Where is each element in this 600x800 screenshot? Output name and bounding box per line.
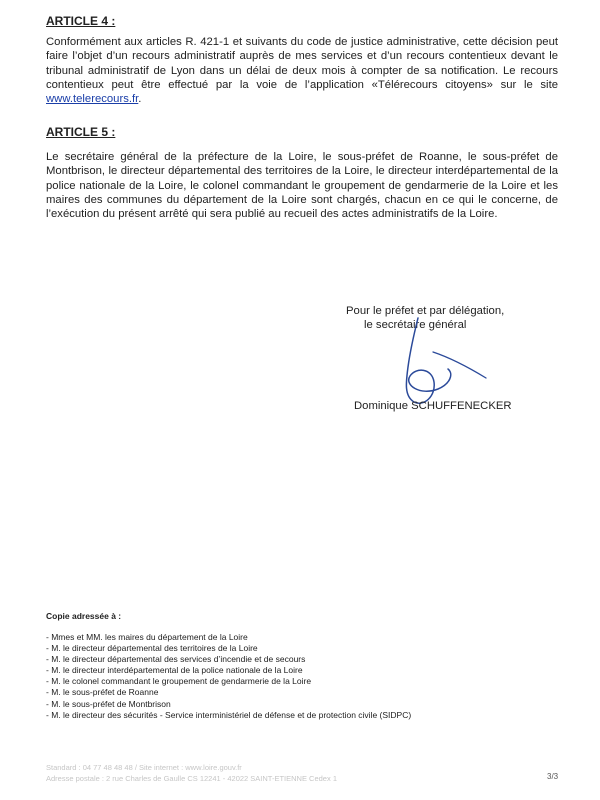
article-4-heading: ARTICLE 4 :	[46, 14, 116, 28]
page-number: 3/3	[547, 772, 559, 781]
copy-recipient: - M. le sous-préfet de Montbrison	[46, 698, 171, 709]
copy-recipient: - M. le colonel commandant le groupement de gendarmerie de la Loire	[46, 676, 312, 687]
article-5-text: Le secrétaire général de la préfecture de la Loire, le sous-préfet de Roanne, le sous-préfet de Montbrison, le directeur départemental des territoires de la Loire, le directeur interdépartemental de la police nationale de la Loire, le colonel commandant le groupement de gendarmerie de la Loire et les maires des communes du département de la Loire sont chargés, chacun en ce qui le concerne, de l’exécution du présent arrêté qui sera publié au recueil des actes administratifs de la Loire.	[46, 151, 558, 221]
copy-recipient: - Mmes et MM. les maires du département de la Loire	[46, 632, 248, 642]
handwritten-signature	[378, 312, 498, 412]
copies-title: Copie adressée à :	[46, 611, 122, 621]
signature-delegation-line: Pour le préfet et par délégation,	[346, 305, 505, 317]
article-5-heading: ARTICLE 5 :	[46, 125, 116, 139]
article-4-body: Conformément aux articles R. 421-1 et suivants du code de justice administrative, cette décision peut faire l’objet d’un recours administratif auprès de mes services et d’un recours contentieux devant le tribunal administratif de Lyon dans un délai de deux mois à compter de sa notification. Le recours contentieux peut être effectué par la voie de l’application «Télérecours citoyens» sur le site	[46, 36, 558, 91]
signature-title-line: le secrétaire général	[364, 319, 467, 331]
footer-address-line: Adresse postale : 2 rue Charles de Gaulle CS 12241 - 42022 SAINT-ETIENNE Cedex 1	[46, 774, 337, 783]
copy-recipient: - M. le sous-préfet de Roanne	[46, 687, 159, 698]
article-4-end: .	[138, 93, 142, 106]
copy-recipient: - M. le directeur départemental des territoires de la Loire	[46, 643, 258, 654]
copies-list	[46, 632, 566, 721]
article-4-text	[46, 35, 558, 106]
copy-recipient: - M. le directeur des sécurités - Service interministériel de défense et de protection civile (SIDPC)	[46, 709, 412, 720]
copy-recipient: - M. le directeur départemental des services d’incendie et de secours	[46, 654, 306, 665]
signatory-name: Dominique SCHUFFENECKER	[354, 400, 512, 412]
copy-recipient: - M. le directeur interdépartemental de la police nationale de la Loire	[46, 665, 303, 676]
footer-contact-line: Standard : 04 77 48 48 48 / Site internet : www.loire.gouv.fr	[46, 763, 242, 772]
telerecours-link[interactable]: www.telerecours.fr	[46, 93, 139, 106]
